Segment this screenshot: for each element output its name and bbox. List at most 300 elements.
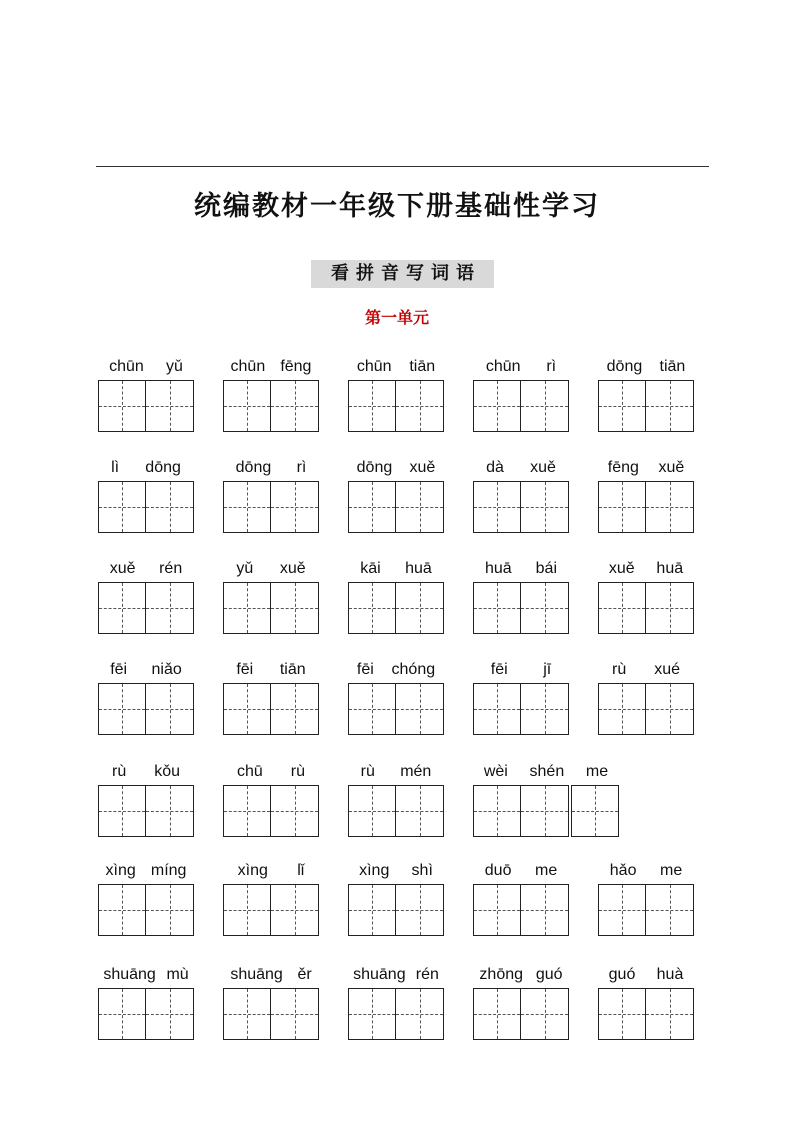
pinyin-syllable: xìng — [237, 862, 268, 879]
writing-grid — [348, 785, 444, 837]
writing-grid — [98, 785, 194, 837]
pinyin-row — [223, 453, 319, 477]
pinyin-syllable: fēi — [110, 661, 128, 678]
writing-cell[interactable] — [646, 380, 694, 432]
pinyin-syllable: shén — [529, 763, 565, 780]
pinyin-row — [598, 960, 694, 984]
cell-guide-vertical — [295, 989, 296, 1039]
writing-cell[interactable] — [473, 481, 521, 533]
pinyin-syllable: guó — [608, 966, 636, 983]
pinyin-syllable: yǔ — [165, 358, 183, 375]
pinyin-syllable: huā — [405, 560, 432, 577]
pinyin-syllable: huà — [656, 966, 684, 983]
writing-cell[interactable] — [598, 988, 646, 1040]
word-item — [98, 856, 194, 946]
word-item — [98, 352, 194, 442]
word-item — [473, 352, 569, 442]
pinyin-syllable: rén — [159, 560, 183, 577]
pinyin-syllable: rén — [415, 966, 439, 983]
pinyin-syllable: dōng — [145, 459, 181, 476]
pinyin-syllable: xìng — [105, 862, 136, 879]
pinyin-syllable: lì — [111, 459, 120, 476]
word-item — [98, 757, 194, 847]
pinyin-row — [348, 453, 444, 477]
cell-guide-vertical — [295, 381, 296, 431]
cell-guide-vertical — [545, 786, 546, 836]
writing-cell[interactable] — [146, 988, 194, 1040]
cell-guide-vertical — [372, 684, 373, 734]
writing-grid — [473, 785, 619, 837]
pinyin-syllable: kǒu — [154, 763, 180, 780]
writing-cell[interactable] — [146, 380, 194, 432]
pinyin-syllable: rù — [611, 661, 627, 678]
writing-cell[interactable] — [348, 785, 396, 837]
writing-grid — [473, 683, 569, 735]
pinyin-row — [473, 655, 569, 679]
writing-cell[interactable] — [98, 481, 146, 533]
cell-guide-vertical — [247, 482, 248, 532]
writing-cell[interactable] — [348, 582, 396, 634]
cell-guide-vertical — [420, 885, 421, 935]
writing-cell[interactable] — [223, 884, 271, 936]
cell-guide-vertical — [372, 381, 373, 431]
pinyin-syllable: zhōng — [479, 966, 524, 983]
cell-guide-vertical — [295, 482, 296, 532]
writing-cell[interactable] — [598, 481, 646, 533]
pinyin-syllable: tiān — [409, 358, 436, 375]
writing-grid — [348, 481, 444, 533]
writing-cell[interactable] — [521, 380, 569, 432]
writing-cell[interactable] — [271, 582, 319, 634]
word-item — [223, 960, 319, 1050]
writing-cell[interactable] — [146, 481, 194, 533]
writing-cell[interactable] — [396, 683, 444, 735]
pinyin-row — [598, 453, 694, 477]
pinyin-syllable: rù — [290, 763, 305, 780]
writing-cell[interactable] — [223, 988, 271, 1040]
pinyin-syllable: dōng — [356, 459, 393, 476]
word-item — [473, 655, 569, 745]
cell-guide-vertical — [372, 482, 373, 532]
writing-grid — [598, 988, 694, 1040]
word-item — [98, 453, 194, 543]
pinyin-syllable: ěr — [297, 966, 312, 983]
pinyin-syllable: tiān — [659, 358, 686, 375]
pinyin-syllable: huā — [484, 560, 512, 577]
word-item — [598, 554, 694, 644]
writing-cell[interactable] — [521, 988, 569, 1040]
cell-guide-vertical — [372, 989, 373, 1039]
word-item — [98, 655, 194, 745]
pinyin-row — [348, 554, 444, 578]
writing-cell[interactable] — [348, 884, 396, 936]
word-item — [223, 655, 319, 745]
word-item — [473, 856, 569, 946]
pinyin-row — [98, 960, 194, 984]
cell-guide-vertical — [170, 684, 171, 734]
writing-cell[interactable] — [598, 884, 646, 936]
writing-cell[interactable] — [271, 785, 319, 837]
writing-cell[interactable] — [271, 683, 319, 735]
pinyin-row — [598, 554, 694, 578]
pinyin-syllable: bái — [535, 560, 558, 577]
cell-guide-vertical — [420, 583, 421, 633]
cell-guide-vertical — [247, 786, 248, 836]
writing-cell[interactable] — [473, 582, 521, 634]
writing-cell[interactable] — [473, 785, 521, 837]
pinyin-syllable: chūn — [109, 358, 144, 375]
cell-guide-vertical — [545, 381, 546, 431]
pinyin-syllable: fēng — [280, 358, 312, 375]
cell-guide-vertical — [122, 482, 123, 532]
pinyin-syllable: fēi — [356, 661, 374, 678]
cell-guide-vertical — [122, 583, 123, 633]
pinyin-syllable: xìng — [359, 862, 390, 879]
writing-grid — [473, 481, 569, 533]
pinyin-row — [473, 453, 569, 477]
pinyin-syllable: wèi — [483, 763, 508, 780]
pinyin-row — [473, 856, 569, 880]
pinyin-row — [98, 453, 194, 477]
writing-grid — [348, 380, 444, 432]
cell-guide-vertical — [122, 786, 123, 836]
word-item — [223, 856, 319, 946]
cell-guide-vertical — [497, 989, 498, 1039]
writing-cell[interactable] — [271, 481, 319, 533]
writing-cell[interactable] — [521, 785, 569, 837]
writing-cell[interactable] — [646, 884, 694, 936]
writing-cell[interactable] — [571, 785, 619, 837]
writing-cell[interactable] — [521, 683, 569, 735]
cell-guide-vertical — [170, 381, 171, 431]
pinyin-syllable: xuě — [530, 459, 556, 476]
writing-cell[interactable] — [396, 884, 444, 936]
word-item — [348, 757, 444, 847]
writing-cell[interactable] — [521, 884, 569, 936]
writing-grid — [598, 884, 694, 936]
writing-cell[interactable] — [271, 884, 319, 936]
pinyin-row — [223, 655, 319, 679]
word-item — [473, 554, 569, 644]
cell-guide-vertical — [295, 684, 296, 734]
cell-guide-vertical — [622, 989, 623, 1039]
writing-cell[interactable] — [473, 988, 521, 1040]
writing-grid — [223, 683, 319, 735]
word-item — [348, 655, 444, 745]
pinyin-syllable: fēng — [607, 459, 639, 476]
pinyin-syllable: jī — [543, 661, 552, 678]
pinyin-syllable: xuě — [109, 560, 136, 577]
cell-guide-vertical — [670, 583, 671, 633]
word-item — [473, 757, 619, 847]
word-item — [598, 352, 694, 442]
writing-cell[interactable] — [223, 481, 271, 533]
word-item — [473, 960, 569, 1050]
writing-cell[interactable] — [348, 380, 396, 432]
writing-grid — [98, 988, 194, 1040]
pinyin-row — [348, 856, 444, 880]
pinyin-row — [473, 960, 569, 984]
word-item — [598, 453, 694, 543]
pinyin-syllable: chū — [236, 763, 263, 780]
cell-guide-vertical — [497, 381, 498, 431]
writing-grid — [98, 683, 194, 735]
writing-cell[interactable] — [146, 683, 194, 735]
pinyin-syllable: shuāng — [103, 966, 156, 983]
pinyin-syllable: tiān — [279, 661, 306, 678]
writing-cell[interactable] — [223, 683, 271, 735]
cell-guide-vertical — [622, 583, 623, 633]
pinyin-syllable: lǐ — [297, 862, 305, 879]
pinyin-row — [473, 757, 619, 781]
pinyin-syllable: shuāng — [230, 966, 283, 983]
writing-grid — [98, 481, 194, 533]
cell-guide-vertical — [170, 482, 171, 532]
writing-grid — [348, 582, 444, 634]
writing-cell[interactable] — [473, 884, 521, 936]
pinyin-row — [223, 757, 319, 781]
pinyin-syllable: dōng — [606, 358, 643, 375]
pinyin-row — [348, 655, 444, 679]
cell-guide-vertical — [247, 381, 248, 431]
pinyin-syllable: me — [660, 862, 683, 879]
pinyin-row — [223, 856, 319, 880]
cell-guide-vertical — [622, 381, 623, 431]
pinyin-row — [348, 352, 444, 376]
cell-guide-vertical — [247, 989, 248, 1039]
writing-cell[interactable] — [396, 785, 444, 837]
cell-guide-vertical — [420, 989, 421, 1039]
cell-guide-vertical — [595, 786, 596, 836]
word-item — [98, 960, 194, 1050]
writing-cell[interactable] — [396, 988, 444, 1040]
pinyin-row — [598, 856, 694, 880]
pinyin-syllable: rì — [546, 358, 557, 375]
writing-cell[interactable] — [223, 582, 271, 634]
cell-guide-vertical — [420, 381, 421, 431]
pinyin-syllable: chūn — [356, 358, 392, 375]
section-title: 看拼音写词语 — [311, 260, 494, 288]
writing-cell[interactable] — [521, 481, 569, 533]
pinyin-syllable: huā — [656, 560, 684, 577]
writing-grid — [98, 884, 194, 936]
writing-cell[interactable] — [146, 582, 194, 634]
writing-cell[interactable] — [348, 481, 396, 533]
word-item — [348, 856, 444, 946]
pinyin-syllable: shì — [411, 862, 433, 879]
writing-cell[interactable] — [271, 380, 319, 432]
writing-cell[interactable] — [98, 380, 146, 432]
pinyin-row — [98, 757, 194, 781]
writing-grid — [598, 683, 694, 735]
writing-cell[interactable] — [646, 582, 694, 634]
word-item — [348, 554, 444, 644]
writing-cell[interactable] — [98, 582, 146, 634]
writing-grid — [473, 988, 569, 1040]
cell-guide-vertical — [497, 482, 498, 532]
pinyin-row — [473, 554, 569, 578]
writing-cell[interactable] — [396, 380, 444, 432]
writing-grid — [223, 380, 319, 432]
cell-guide-vertical — [247, 684, 248, 734]
pinyin-syllable: duō — [484, 862, 512, 879]
word-item — [473, 453, 569, 543]
pinyin-syllable: dà — [486, 459, 504, 476]
cell-guide-vertical — [372, 885, 373, 935]
writing-grid — [473, 884, 569, 936]
cell-guide-vertical — [295, 885, 296, 935]
word-item — [348, 453, 444, 543]
writing-cell[interactable] — [521, 582, 569, 634]
writing-cell[interactable] — [473, 683, 521, 735]
pinyin-syllable: xuě — [409, 459, 436, 476]
writing-cell[interactable] — [348, 988, 396, 1040]
pinyin-syllable: rù — [360, 763, 375, 780]
cell-guide-vertical — [497, 684, 498, 734]
cell-guide-vertical — [670, 381, 671, 431]
writing-cell[interactable] — [646, 683, 694, 735]
pinyin-row — [223, 554, 319, 578]
word-item — [98, 554, 194, 644]
cell-guide-vertical — [545, 482, 546, 532]
word-item — [223, 453, 319, 543]
pinyin-syllable: chóng — [391, 661, 436, 678]
cell-guide-vertical — [122, 684, 123, 734]
writing-grid — [598, 582, 694, 634]
writing-cell[interactable] — [223, 785, 271, 837]
pinyin-syllable: rì — [296, 459, 307, 476]
pinyin-syllable: shuāng — [353, 966, 406, 983]
writing-grid — [98, 380, 194, 432]
writing-grid — [598, 481, 694, 533]
writing-grid — [348, 884, 444, 936]
writing-cell[interactable] — [98, 785, 146, 837]
word-item — [223, 352, 319, 442]
cell-guide-vertical — [420, 482, 421, 532]
writing-cell[interactable] — [646, 988, 694, 1040]
writing-cell[interactable] — [598, 380, 646, 432]
writing-cell[interactable] — [473, 380, 521, 432]
writing-grid — [473, 380, 569, 432]
cell-guide-vertical — [247, 885, 248, 935]
cell-guide-vertical — [247, 583, 248, 633]
document-title: 统编教材一年级下册基础性学习 — [194, 191, 600, 222]
writing-cell[interactable] — [598, 683, 646, 735]
writing-cell[interactable] — [396, 481, 444, 533]
writing-cell[interactable] — [348, 683, 396, 735]
header-rule — [96, 166, 709, 167]
cell-guide-vertical — [295, 583, 296, 633]
pinyin-syllable: fēi — [236, 661, 254, 678]
cell-guide-vertical — [545, 684, 546, 734]
writing-grid — [223, 582, 319, 634]
cell-guide-vertical — [622, 885, 623, 935]
pinyin-row — [98, 352, 194, 376]
cell-guide-vertical — [670, 482, 671, 532]
pinyin-syllable: dōng — [235, 459, 272, 476]
writing-grid — [223, 884, 319, 936]
pinyin-syllable: yǔ — [236, 560, 254, 577]
cell-guide-vertical — [122, 885, 123, 935]
writing-cell[interactable] — [598, 582, 646, 634]
pinyin-row — [223, 352, 319, 376]
word-item — [348, 960, 444, 1050]
pinyin-row — [98, 655, 194, 679]
writing-grid — [598, 380, 694, 432]
writing-cell[interactable] — [271, 988, 319, 1040]
pinyin-syllable: chūn — [485, 358, 521, 375]
writing-cell[interactable] — [646, 481, 694, 533]
cell-guide-vertical — [622, 482, 623, 532]
writing-cell[interactable] — [146, 884, 194, 936]
pinyin-syllable: guó — [535, 966, 563, 983]
cell-guide-vertical — [122, 381, 123, 431]
cell-guide-vertical — [545, 989, 546, 1039]
pinyin-row — [598, 352, 694, 376]
pinyin-row — [223, 960, 319, 984]
cell-guide-vertical — [420, 786, 421, 836]
pinyin-row — [98, 856, 194, 880]
pinyin-syllable: niǎo — [151, 661, 182, 678]
pinyin-syllable: xuě — [279, 560, 306, 577]
pinyin-syllable: me — [535, 862, 558, 879]
writing-grid — [348, 683, 444, 735]
writing-grid — [223, 481, 319, 533]
pinyin-row — [348, 757, 444, 781]
writing-grid — [223, 988, 319, 1040]
pinyin-syllable: xuě — [608, 560, 635, 577]
cell-guide-vertical — [497, 786, 498, 836]
writing-cell[interactable] — [396, 582, 444, 634]
writing-cell[interactable] — [98, 988, 146, 1040]
cell-guide-vertical — [372, 583, 373, 633]
cell-guide-vertical — [122, 989, 123, 1039]
cell-guide-vertical — [170, 583, 171, 633]
cell-guide-vertical — [497, 885, 498, 935]
cell-guide-vertical — [545, 583, 546, 633]
pinyin-syllable: kāi — [360, 560, 381, 577]
pinyin-syllable: chūn — [230, 358, 266, 375]
pinyin-syllable: fēi — [490, 661, 508, 678]
cell-guide-vertical — [622, 684, 623, 734]
pinyin-row — [473, 352, 569, 376]
writing-cell[interactable] — [98, 884, 146, 936]
word-item — [348, 352, 444, 442]
writing-cell[interactable] — [98, 683, 146, 735]
cell-guide-vertical — [545, 885, 546, 935]
writing-grid — [223, 785, 319, 837]
cell-guide-vertical — [170, 786, 171, 836]
pinyin-syllable: míng — [150, 862, 187, 879]
pinyin-syllable: rù — [111, 763, 127, 780]
writing-cell[interactable] — [146, 785, 194, 837]
cell-guide-vertical — [170, 989, 171, 1039]
pinyin-row — [598, 655, 694, 679]
cell-guide-vertical — [295, 786, 296, 836]
word-item — [223, 757, 319, 847]
pinyin-syllable: hǎo — [609, 862, 637, 879]
pinyin-row — [98, 554, 194, 578]
writing-cell[interactable] — [223, 380, 271, 432]
unit-title: 第一单元 — [364, 308, 429, 327]
pinyin-syllable: me — [585, 763, 609, 780]
cell-guide-vertical — [420, 684, 421, 734]
writing-grid — [473, 582, 569, 634]
pinyin-syllable: xué — [654, 661, 680, 678]
cell-guide-vertical — [497, 583, 498, 633]
pinyin-syllable: mén — [400, 763, 432, 780]
word-item — [598, 960, 694, 1050]
